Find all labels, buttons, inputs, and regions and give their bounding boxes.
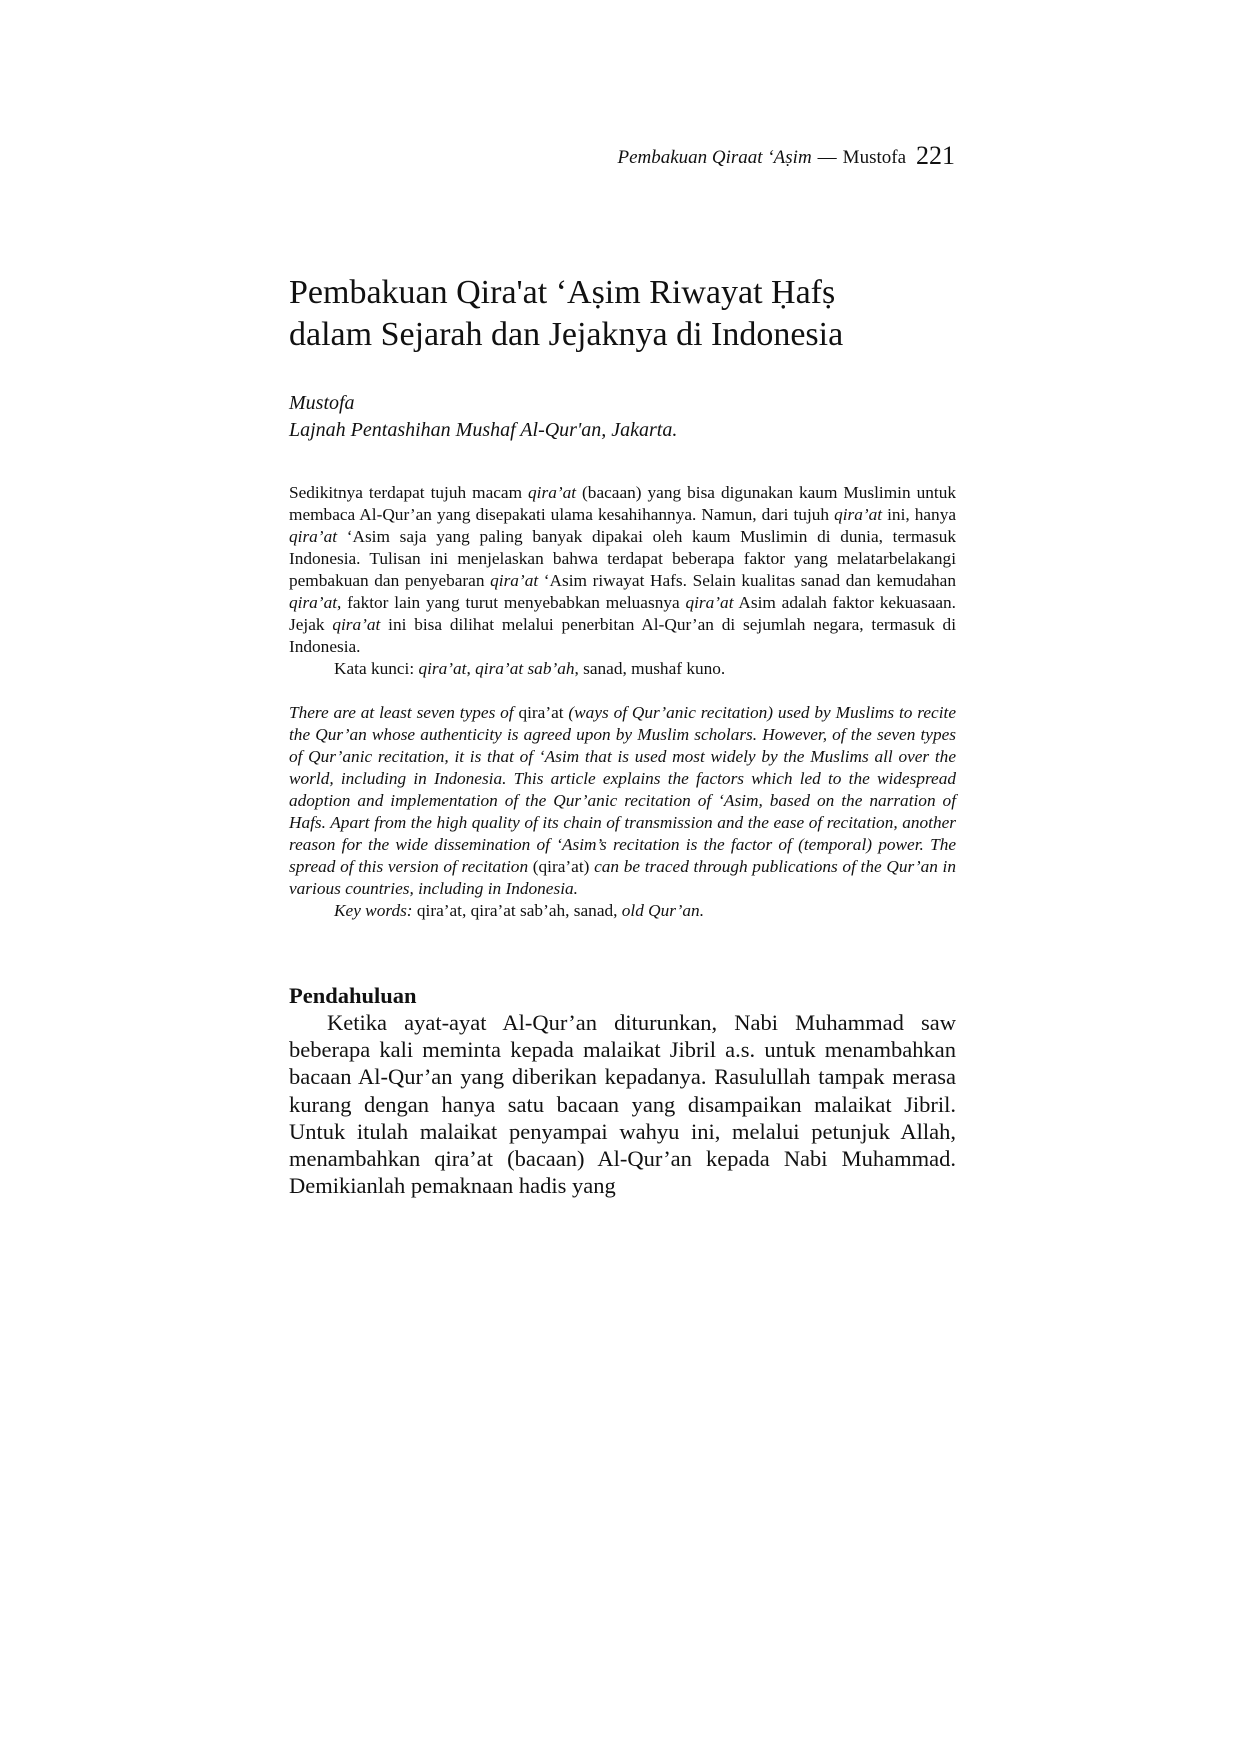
article-content: [289, 272, 956, 1199]
keywords-label: Key words:: [334, 901, 417, 920]
italic-term: qira’at: [834, 505, 883, 524]
text-run: ini, hanya: [882, 505, 957, 524]
italic-term: qira’at: [528, 483, 577, 502]
running-header-author: Mustofa: [842, 147, 906, 168]
abstract-indonesian: [289, 482, 956, 680]
abstract-english-text: [289, 702, 956, 900]
italic-term: qira’at: [289, 527, 338, 546]
abstract-indonesian-text: [289, 482, 956, 658]
text-run: ,: [466, 659, 476, 678]
upright-term: qira’at: [518, 703, 564, 722]
article-title-line-1: Pembakuan Qira'at ‘Aṣim Riwayat Ḥafṣ: [289, 274, 836, 311]
keyword: qira’at: [418, 659, 467, 678]
text-run: There are at least seven types of: [289, 703, 519, 722]
running-header-separator: —: [817, 147, 837, 168]
article-title-line-2: dalam Sejarah dan Jejaknya di Indonesia: [289, 316, 844, 353]
upright-term: (qira’at): [532, 857, 590, 876]
author-name: Mustofa: [289, 392, 355, 414]
body-paragraph: Ketika ayat-ayat Al-Qur’an diturunkan, Nabi Muhammad saw beberapa kali meminta kepada malaikat Jibril a.s. untuk menambahkan bacaan Al-Qur’an yang diberikan kepadanya. Rasulullah tampak merasa kurang dengan hanya satu bacaan yang disampaikan malaikat Jibril. Untuk itulah malaikat penyampai wahyu ini, melalui petunjuk Allah, menambahkan qira’at (bacaan) Al-Qur’an kepada Nabi Muhammad. Demikianlah pemaknaan hadis yang: [289, 1010, 956, 1199]
text-run: Asim adalah faktor kekuasaan. Jejak: [289, 593, 956, 634]
text-run: can be traced through publications of the Qur’an in various countries, including in Indonesia.: [289, 857, 956, 898]
keywords-indonesian: [289, 658, 956, 680]
italic-term: qira’at: [685, 593, 734, 612]
text-run: ‘Asim riwayat Hafs. Selain kualitas sanad dan kemudahan: [538, 571, 956, 590]
abstract-english: [289, 702, 956, 922]
text-run: , faktor lain yang turut menyebabkan meluasnya: [337, 593, 686, 612]
text-run: Sedikitnya terdapat tujuh macam: [289, 483, 529, 502]
page-number: 221: [916, 141, 955, 170]
keywords-list: qira’at, qira’at sab’ah, sanad,: [416, 901, 618, 920]
italic-term: qira’at: [332, 615, 381, 634]
text-run: ‘Asim saja yang paling banyak dipakai oleh kaum Muslimin di dunia, termasuk Indonesia. Tulisan ini menjelaskan bahwa terdapat beberapa faktor yang melatarbelakangi pembakuan dan penyebaran: [289, 527, 956, 590]
text-run: (bacaan) yang bisa digunakan kaum Muslimin untuk membaca Al-Qur’an yang disepakati ulama kesahihannya. Namun, dari tujuh: [289, 483, 956, 524]
keywords-label: Kata kunci:: [334, 659, 419, 678]
text-run: ini bisa dilihat melalui penerbitan Al-Qur’an di sejumlah negara, termasuk di Indonesia.: [289, 615, 956, 656]
running-header: [617, 141, 955, 171]
keyword: qira’at sab’ah: [475, 659, 575, 678]
section-heading: Pendahuluan: [289, 983, 417, 1008]
text-run: (ways of Qur’anic recitation) used by Muslims to recite the Qur’an whose authenticity is agreed upon by Muslim scholars. However, of the seven types of Qur’anic recitation, it is that of ‘Asim that is used most widely by the Muslims all over the world, including in Indonesia. This article explains the factors which led to the widespread adoption and implementation of the Qur’anic recitation of ‘Asim, based on the narration of Hafs. Apart from the high quality of its chain of transmission and the ease of recitation, another reason for the wide dissemination of ‘Asim’s recitation is the factor of (temporal) power. The spread of this version of recitation: [289, 703, 956, 876]
italic-term: qira’at: [289, 593, 338, 612]
running-header-title: Pembakuan Qiraat ‘Aṣim: [617, 147, 812, 168]
keyword: old Qur’an.: [617, 901, 705, 920]
author-affiliation: Lajnah Pentashihan Mushaf Al-Qur'an, Jakarta.: [289, 419, 678, 441]
article-title: [289, 272, 956, 356]
italic-term: qira’at: [490, 571, 539, 590]
keywords-english: [289, 900, 956, 922]
text-run: , sanad, mushaf kuno.: [574, 659, 726, 678]
